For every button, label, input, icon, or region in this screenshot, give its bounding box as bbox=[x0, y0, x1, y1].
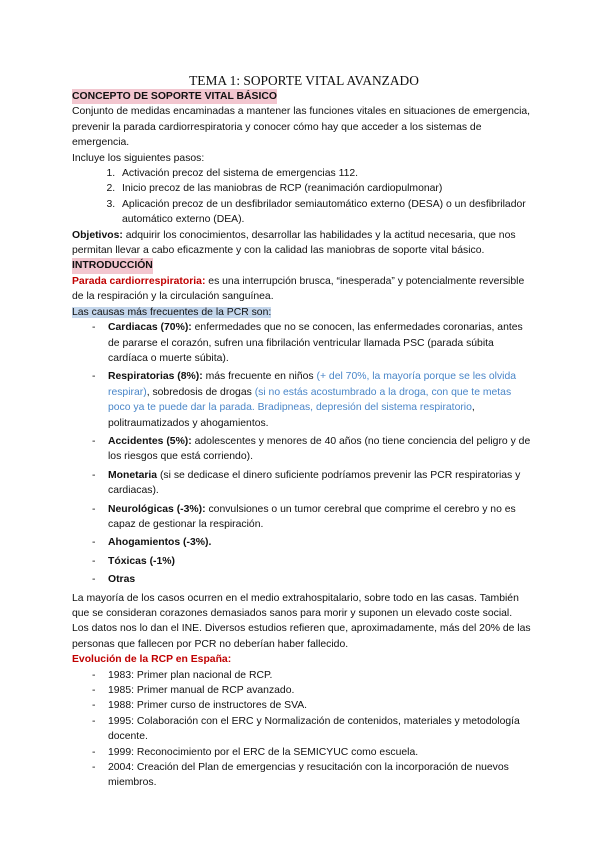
cause-text: , sobredosis de drogas bbox=[146, 386, 255, 398]
cause-text: enfermedades que no se conocen, las enfermedades coronarias, antes de pararse el corazón, sufren una fibrilación ventricular llamada PSC (parada súbita cardíaca o muerte súbita). bbox=[108, 322, 523, 364]
paragraph: La mayoría de los casos ocurren en el medio extrahospitalario, sobre todo en las casas. También que se consideran corazones demasiados sanos para morir y suponen un elevado coste social. bbox=[72, 592, 519, 619]
objectives-label: Objetivos: bbox=[72, 229, 123, 241]
cause-text: , politraumatizados y ahogamientos. bbox=[108, 402, 475, 429]
list-item bbox=[72, 434, 536, 465]
steps-list bbox=[72, 166, 536, 228]
pcr-label: Parada cardiorrespiratoria: bbox=[72, 275, 206, 287]
list-item: - 1995: Colaboración con el ERC y Normalización de contenidos, materiales y metodología docente. bbox=[72, 714, 536, 745]
list-item: - 1999: Reconocimiento por el ERC de la SEMICYUC como escuela. bbox=[72, 745, 536, 760]
list-item: - 1983: Primer plan nacional de RCP. bbox=[72, 668, 536, 683]
list-item bbox=[72, 572, 536, 587]
cause-text: (si se dedicase el dinero suficiente podríamos prevenir las PCR respiratorias y cardiacas). bbox=[108, 469, 521, 497]
cause-text: adolescentes y menores de 40 años (no tiene conciencia del peligro y de los riesgos que está corriendo). bbox=[108, 435, 531, 463]
pcr-text: es una interrupción brusca, “inesperada” y potencialmente reversible de la respiración y la circulación sanguínea. bbox=[72, 275, 525, 303]
paragraph: Incluye los siguientes pasos: bbox=[72, 152, 205, 164]
list-item bbox=[72, 468, 536, 499]
cause-note: (+ del 70%, la mayoría porque se les olvida respirar) bbox=[108, 371, 517, 398]
section-concepto bbox=[72, 89, 536, 258]
list-item bbox=[72, 320, 536, 366]
list-item bbox=[72, 502, 536, 533]
list-item: - 1985: Primer manual de RCP avanzado. bbox=[72, 683, 536, 698]
cause-label: Monetaria bbox=[108, 469, 158, 481]
causes-list bbox=[72, 320, 536, 588]
causes-intro bbox=[72, 305, 536, 320]
pcr-definition bbox=[72, 274, 536, 305]
cause-label: Otras bbox=[108, 574, 136, 586]
section-introduccion bbox=[72, 258, 536, 652]
section-heading: Evolución de la RCP en España: bbox=[72, 654, 232, 666]
list-item: 2. Inicio precoz de las maniobras de RCP (reanimación cardiopulmonar) bbox=[118, 181, 536, 196]
list-item bbox=[72, 369, 536, 431]
cause-label: Tóxicas (-1%) bbox=[108, 555, 175, 567]
list-item: 1. Activación precoz del sistema de emergencias 112. bbox=[118, 166, 536, 181]
list-item bbox=[72, 554, 536, 569]
section-evolucion bbox=[72, 652, 536, 791]
objectives-text: adquirir los conocimientos, desarrollar las habilidades y la actitud necesaria, que nos permitan llevar a cabo eficazmente y con la calidad las maniobras de soporte vital básico. bbox=[72, 229, 516, 257]
cause-text: convulsiones o un tumor cerebral que comprime el cerebro y no es capaz de gestionar la respiración. bbox=[108, 503, 516, 530]
paragraph: Conjunto de medidas encaminadas a mantener las funciones vitales en situaciones de emergencia, prevenir la parada cardiorrespiratoria y conocer cómo hay que acceder a los sistemas de emergencia. bbox=[72, 106, 531, 149]
page-title: TEMA 1: SOPORTE VITAL AVANZADO bbox=[189, 73, 419, 88]
list-item: - 1988: Primer curso de instructores de SVA. bbox=[72, 698, 536, 713]
causes-intro-text: Las causas más frecuentes de la PCR son: bbox=[72, 306, 272, 318]
paragraph: Los datos nos lo dan el INE. Diversos estudios refieren que, aproximadamente, más del 20% de las personas que fallecen por PCR no deberían haber fallecido. bbox=[72, 623, 531, 650]
cause-label: Ahogamientos (-3%). bbox=[108, 537, 212, 549]
cause-label: Respiratorias (8%): bbox=[108, 371, 203, 383]
cause-label: Neurológicas (-3%): bbox=[108, 503, 206, 515]
timeline-list bbox=[72, 668, 536, 791]
cause-label: Cardiacas (70%): bbox=[108, 322, 192, 334]
objectives-paragraph bbox=[72, 228, 536, 259]
section-heading: CONCEPTO DE SOPORTE VITAL BÁSICO bbox=[72, 89, 277, 104]
cause-label: Accidentes (5%): bbox=[108, 435, 192, 447]
list-item: 3. Aplicación precoz de un desfibrilador semiautomático externo (DESA) o un desfibrilador automático externo (DEA). bbox=[118, 197, 536, 228]
list-item: - 2004: Creación del Plan de emergencias y resucitación con la incorporación de nuevos miembros. bbox=[72, 760, 536, 791]
cause-text: más frecuente en niños bbox=[202, 371, 317, 383]
section-heading: INTRODUCCIÓN bbox=[72, 258, 153, 273]
list-item bbox=[72, 535, 536, 550]
cause-note: (si no estás acostumbrado a la droga, con que te metas poco ya te puede dar la parada. Bradipneas, depresión del sistema respiratorio bbox=[108, 386, 512, 414]
